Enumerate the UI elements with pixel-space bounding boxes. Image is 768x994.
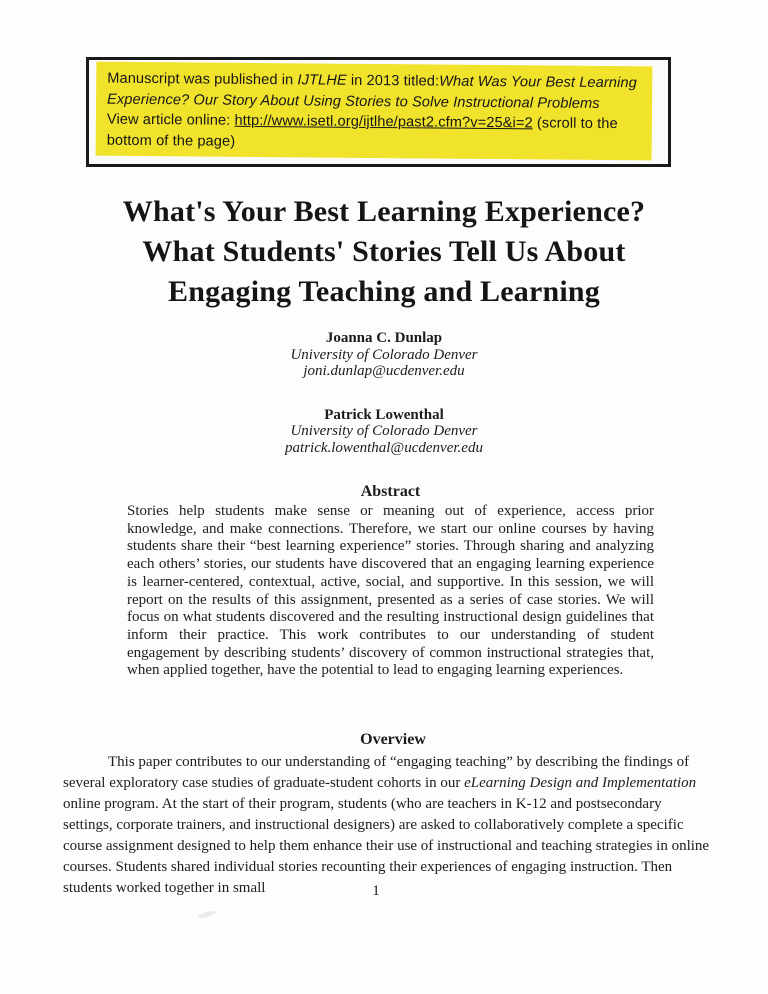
article-title-italic: What Was Your Best Learning Experience? Our Story About Using Stories to Solve Instructional Problems xyxy=(107,73,637,112)
note-text-middle: in 2013 titled: xyxy=(346,72,440,90)
program-name-italic: eLearning Design and Implementation xyxy=(464,775,697,791)
abstract-text: Stories help students make sense or meaning out of experience, access prior knowledge, and make connections. Therefore, we start our online courses by having students share their “best learning experience” stories. Through sharing and analyzing each others’ stories, our students have discovered that an engaging learning experience is learner-centered, contextual, active, social, and supportive. In this session, we will report on the results of this assignment, presented as a series of case stories. We will focus on what students discovered and the resulting instructional design guidelines that inform their practice. This work contributes to our understanding of student engagement by describing students’ discovery of common instructional strategies that, when applied together, have the potential to lead to engaging learning experiences. xyxy=(127,503,654,679)
author-name: Patrick Lowenthal xyxy=(324,406,444,423)
publication-note-frame xyxy=(86,57,671,167)
note-text-suffix: (scroll to the bottom of the page) xyxy=(106,115,618,150)
overview-text-part2: online program. At the start of their program, students (who are teachers in K-12 and postsecondary settings, corporate trainers, and instructional designers) are asked to collaboratively complete a specific course assignment designed to help them enhance their use of instructional and teaching strategies in online courses. Students shared individual stories recounting their experiences of engaging instruction. Then students worked together in small xyxy=(63,796,710,896)
note-text-prefix: Manuscript was published in xyxy=(107,70,298,89)
scan-smudge-artifact xyxy=(198,910,217,919)
author-email: joni.dunlap@ucdenver.edu xyxy=(303,363,465,379)
page-number: 1 xyxy=(372,883,380,899)
overview-heading: Overview xyxy=(360,731,426,748)
paper-title-line2: What Students' Stories Tell Us About xyxy=(142,235,626,268)
paper-title-line1: What's Your Best Learning Experience? xyxy=(122,195,646,228)
author-block xyxy=(0,330,768,380)
journal-name: IJTLHE xyxy=(297,72,347,89)
author-email: patrick.lowenthal@ucdenver.edu xyxy=(285,439,483,456)
author-block xyxy=(0,407,768,457)
abstract-heading: Abstract xyxy=(360,483,421,500)
publication-note-highlight xyxy=(96,62,653,161)
overview-text-part1: This paper contributes to our understanding of “engaging teaching” by describing the findings of several exploratory case studies of graduate-student cohorts in our xyxy=(63,754,690,791)
paper-title-line3: Engaging Teaching and Learning xyxy=(168,275,600,308)
author-affiliation: University of Colorado Denver xyxy=(290,346,478,363)
author-affiliation: University of Colorado Denver xyxy=(290,423,478,439)
overview-paragraph xyxy=(63,752,714,899)
view-online-label: View article online: xyxy=(106,111,235,129)
author-name: Joanna C. Dunlap xyxy=(325,330,443,346)
article-url: http://www.isetl.org/ijtlhe/past2.cfm?v=25&i=2 xyxy=(234,112,533,132)
authors-section xyxy=(0,330,768,483)
paper-title xyxy=(0,192,768,312)
